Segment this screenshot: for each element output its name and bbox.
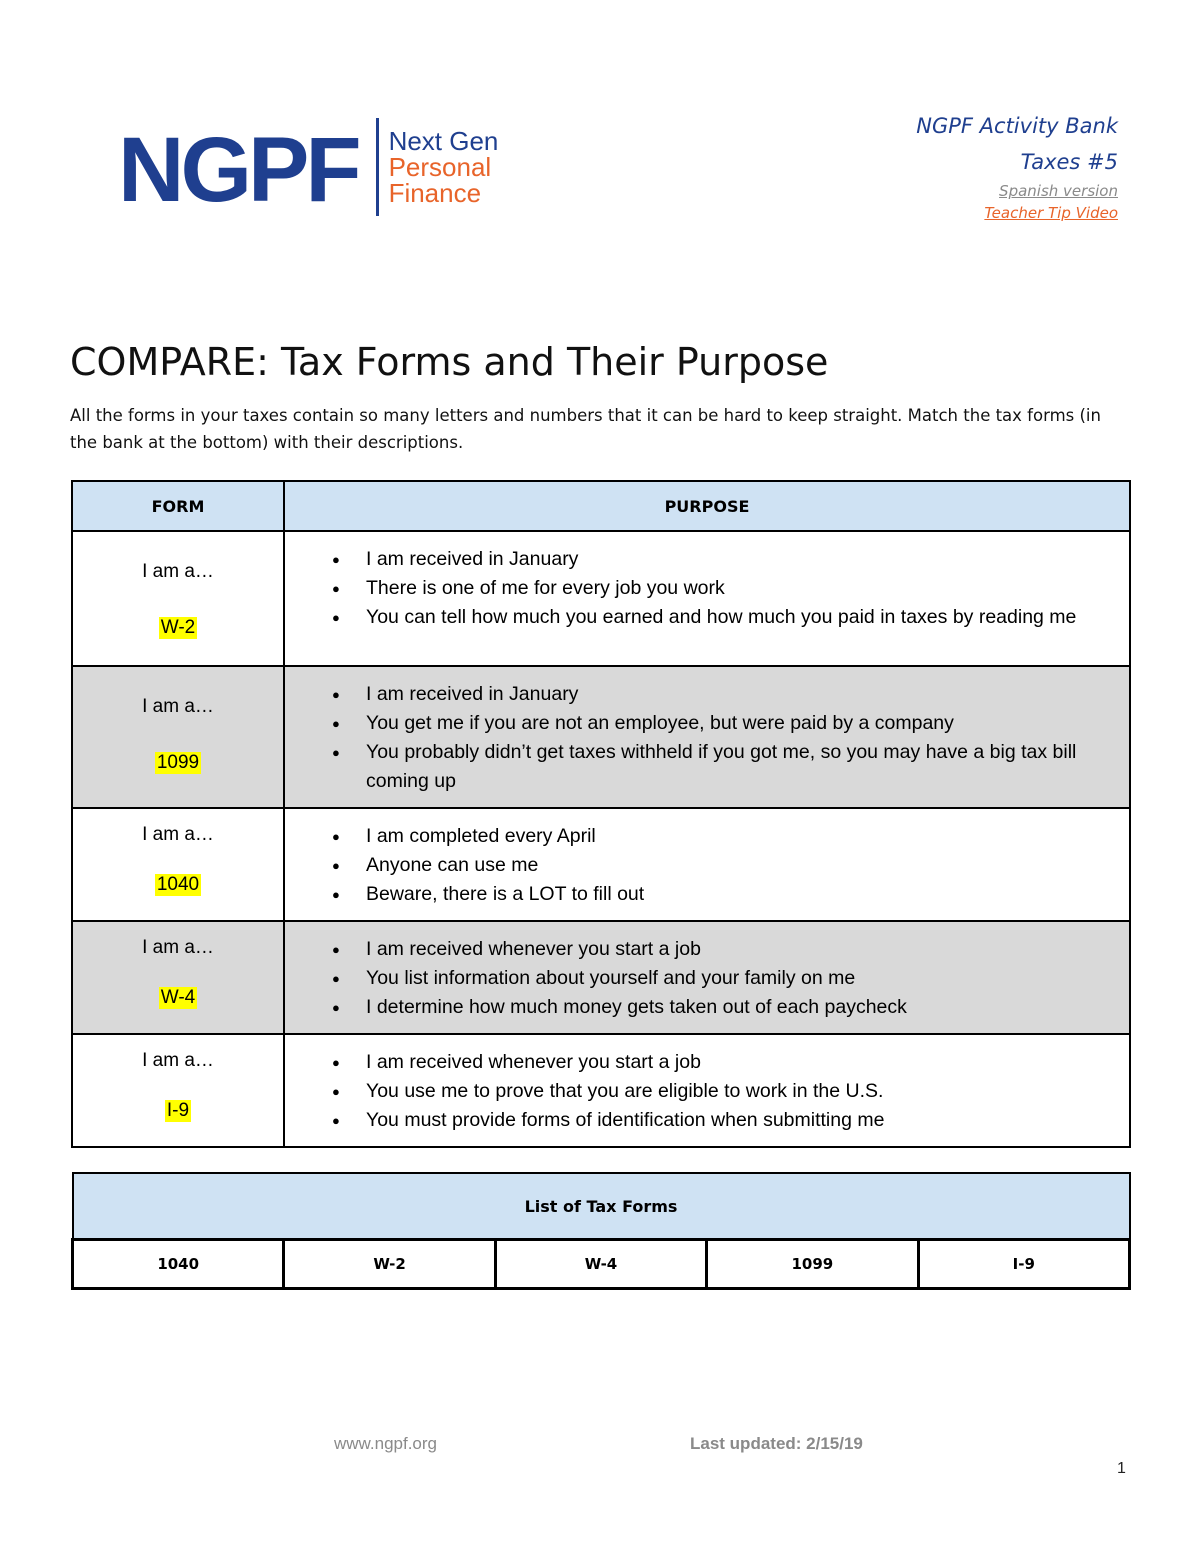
- tax-forms-bank: [71, 1172, 1131, 1290]
- footer-updated: Last updated: 2/15/19: [690, 1434, 863, 1453]
- logo-mark: NGPF: [118, 119, 358, 221]
- spanish-version-link[interactable]: Spanish version: [999, 182, 1118, 200]
- purpose-item: ● There is one of me for every job you work: [366, 574, 1128, 603]
- bank-row: [73, 1240, 1130, 1289]
- purpose-cell: [284, 921, 1130, 1034]
- purpose-item: ● I am received whenever you start a job: [366, 1048, 1128, 1077]
- page-title: COMPARE: Tax Forms and Their Purpose: [70, 340, 829, 384]
- purpose-item: ● Anyone can use me: [366, 851, 1128, 880]
- logo-line-1: Next Gen: [388, 126, 499, 156]
- table-row: [72, 1034, 1130, 1147]
- table-row: [72, 531, 1130, 666]
- logo-line-3: Finance: [388, 178, 482, 208]
- purpose-list: [286, 680, 1128, 796]
- purpose-list: [286, 935, 1128, 1022]
- teacher-tip-video-link[interactable]: Teacher Tip Video: [984, 204, 1118, 222]
- purpose-item: ● You must provide forms of identification when submitting me: [366, 1106, 1128, 1135]
- table-row: [72, 666, 1130, 808]
- logo-wordmark: [389, 128, 499, 206]
- purpose-item: ● I determine how much money gets taken out of each paycheck: [366, 993, 1128, 1022]
- purpose-cell: [284, 531, 1130, 666]
- table-row: [72, 921, 1130, 1034]
- forms-table: [71, 480, 1131, 1148]
- form-prefix: I am a…: [142, 937, 214, 958]
- activity-bank-label: NGPF Activity Bank: [916, 114, 1118, 138]
- form-column-header: FORM: [72, 481, 284, 531]
- table-row: [72, 808, 1130, 921]
- logo-line-2: Personal: [388, 152, 492, 182]
- bank-item: W-2: [284, 1240, 495, 1289]
- page-number: 1: [1117, 1460, 1126, 1477]
- header-info: [916, 112, 1118, 224]
- purpose-cell: [284, 666, 1130, 808]
- purpose-item: ● You use me to prove that you are eligible to work in the U.S.: [366, 1077, 1128, 1106]
- form-cell: [72, 531, 284, 666]
- form-prefix: I am a…: [142, 696, 214, 717]
- footer-url[interactable]: www.ngpf.org: [334, 1434, 437, 1453]
- bank-item: 1099: [707, 1240, 918, 1289]
- form-answer: 1099: [156, 752, 200, 773]
- purpose-item: ● You get me if you are not an employee, but were paid by a company: [366, 709, 1128, 738]
- intro-text: All the forms in your taxes contain so many letters and numbers that it can be hard to keep straight. Match the tax forms (in the bank at the bottom) with their descriptions.: [70, 406, 1101, 452]
- purpose-item: ● Beware, there is a LOT to fill out: [366, 880, 1128, 909]
- purpose-cell: [284, 1034, 1130, 1147]
- ngpf-logo: [118, 118, 499, 221]
- form-answer: W-2: [160, 617, 196, 638]
- topic-label: Taxes #5: [1020, 150, 1118, 174]
- bank-item: W-4: [495, 1240, 706, 1289]
- purpose-list: [286, 822, 1128, 909]
- purpose-item: ● You can tell how much you earned and how much you paid in taxes by reading me: [366, 603, 1128, 632]
- form-prefix: I am a…: [142, 1050, 214, 1071]
- bank-item: 1040: [73, 1240, 284, 1289]
- purpose-item: ● You probably didn’t get taxes withheld if you got me, so you may have a big tax bill coming up: [366, 738, 1128, 796]
- purpose-item: ● I am received whenever you start a job: [366, 935, 1128, 964]
- form-answer: 1040: [156, 874, 200, 895]
- logo-divider: [376, 118, 379, 216]
- form-answer: W-4: [160, 987, 196, 1008]
- bank-title: List of Tax Forms: [73, 1173, 1130, 1240]
- purpose-item: ● I am completed every April: [366, 822, 1128, 851]
- form-cell: [72, 808, 284, 921]
- purpose-list: [286, 1048, 1128, 1135]
- form-answer: I-9: [166, 1100, 190, 1121]
- form-prefix: I am a…: [142, 824, 214, 845]
- purpose-item: ● You list information about yourself and your family on me: [366, 964, 1128, 993]
- purpose-item: ● I am received in January: [366, 545, 1128, 574]
- form-cell: [72, 1034, 284, 1147]
- purpose-cell: [284, 808, 1130, 921]
- purpose-column-header: PURPOSE: [284, 481, 1130, 531]
- bank-item: I-9: [918, 1240, 1129, 1289]
- form-cell: [72, 666, 284, 808]
- form-prefix: I am a…: [142, 561, 214, 582]
- purpose-item: ● I am received in January: [366, 680, 1128, 709]
- form-cell: [72, 921, 284, 1034]
- purpose-list: [286, 545, 1128, 632]
